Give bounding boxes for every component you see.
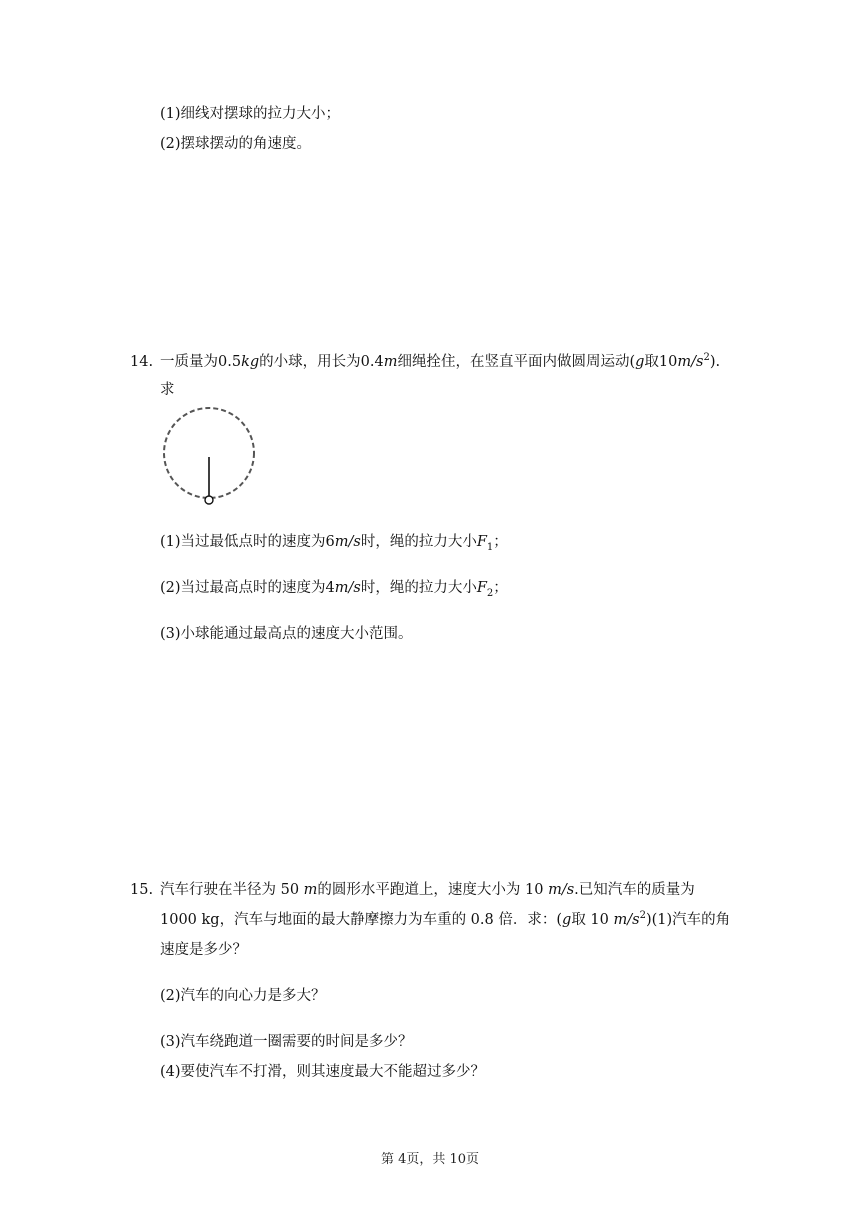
question-number-15: 15. [130, 882, 154, 898]
ball-circle [205, 496, 213, 504]
page-footer: 第 4页，共 10页 [380, 1152, 480, 1167]
question-number-14: 14. [130, 354, 154, 370]
question-15-text-line3: 速度是多少？ [160, 942, 247, 958]
question-15-text-line2: 1000 kg，汽车与地面的最大静摩擦力为车重的 0.8 倍．求：(g取 10 $m/s^2)(1)$汽车的角 [160, 910, 731, 928]
question-15-sub-2: (2)汽车的向心力是多大？ [160, 988, 326, 1004]
question-14-text-line2: 求 [160, 382, 175, 398]
question-15-sub-3: (3)汽车绕跑道一圈需要的时间是多少？ [160, 1034, 413, 1050]
question-14-sub-2: (2)当过最高点时的速度为4m/s时，绳的拉力大小$F_2$； [160, 580, 508, 599]
question-14-sub-3: (3)小球能通过最高点的速度大小范围。 [160, 626, 413, 642]
question-14-text-line1: 一质量为0.5kg的小球，用长为0.4m细绳拴住，在竖直平面内做圆周运动(g取$10m/s^2$). [160, 352, 721, 370]
prev-sub-question-2: (2)摆球摆动的角速度。 [160, 136, 312, 152]
question-14-sub-1: (1)当过最低点时的速度为6m/s时，绳的拉力大小$F_1$； [160, 534, 508, 553]
prev-sub-question-1: (1)细线对摆球的拉力大小； [160, 106, 341, 122]
circular-motion-diagram [158, 405, 262, 509]
question-15-text-line1: 汽车行驶在半径为 50 m的圆形水平跑道上，速度大小为 10 m/s.已知汽车的质量为 [160, 882, 695, 898]
question-15-sub-4: (4)要使汽车不打滑，则其速度最大不能超过多少？ [160, 1064, 486, 1080]
